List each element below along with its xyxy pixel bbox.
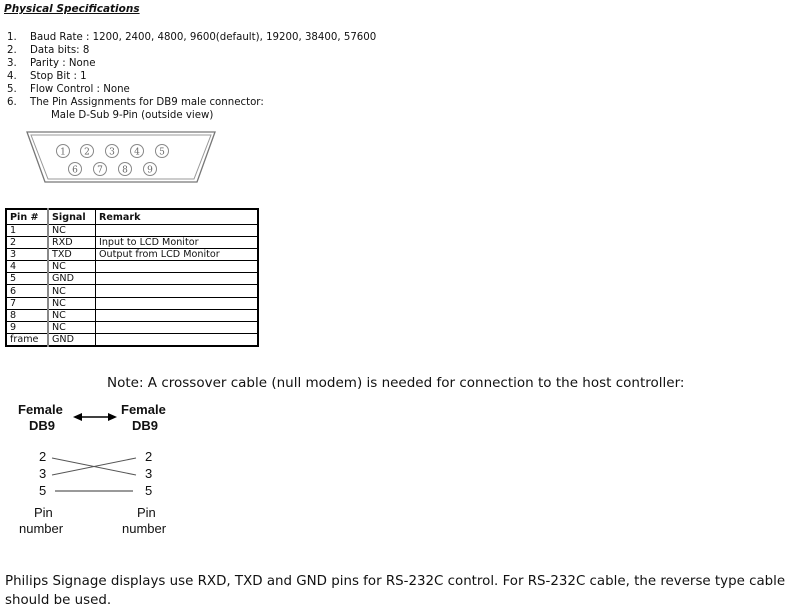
cell-pin: frame [6,333,48,346]
svg-text:1: 1 [60,147,66,158]
left-pin-3: 3 [39,466,47,481]
section-title: Physical Specifications [4,3,140,15]
svg-text:9: 9 [147,165,153,176]
table-header-row [6,209,258,225]
spec-number: 1. [7,32,17,43]
left-connector-title: Female [18,402,63,417]
right-connector-title: Female [121,402,166,417]
left-connector-subtitle: DB9 [29,418,56,433]
table-row [6,273,258,285]
spec-text: Baud Rate : 1200, 2400, 4800, 9600(default), 19200, 38400, 57600 [30,32,377,43]
spec-number: 2. [7,45,17,56]
cell-remark [96,285,259,297]
table-row [6,237,258,249]
cell-remark [96,321,259,333]
spec-item [7,31,376,44]
cell-remark [96,309,259,321]
table-row [6,297,258,309]
left-pin-5: 5 [39,483,47,498]
spec-number: 3. [7,58,17,69]
spec-text: The Pin Assignments for DB9 male connector: [30,97,264,108]
spec-item [7,83,376,96]
svg-text:5: 5 [159,147,165,158]
header-remark: Remark [96,209,259,225]
spec-text: Flow Control : None [30,84,130,95]
table-row [6,285,258,297]
table-row [6,321,258,333]
connector-label: Male D-Sub 9-Pin (outside view) [51,110,214,121]
cell-pin: 2 [6,237,48,249]
spec-text: Data bits: 8 [30,45,90,56]
spec-item [7,57,376,70]
cell-pin: 6 [6,285,48,297]
spec-item [7,96,376,109]
table-row [6,225,258,237]
svg-text:7: 7 [97,165,103,176]
cell-pin: 5 [6,273,48,285]
cell-pin: 1 [6,225,48,237]
cell-signal: GND [48,333,96,346]
double-arrow-icon [73,413,117,421]
spec-text: Parity : None [30,58,96,69]
table-row [6,261,258,273]
cell-remark: Input to LCD Monitor [96,237,259,249]
left-caption-line2: number [19,521,64,536]
left-caption-line1: Pin [34,505,53,520]
cell-remark: Output from LCD Monitor [96,249,259,261]
table-row [6,309,258,321]
cell-pin: 4 [6,261,48,273]
cell-signal: NC [48,297,96,309]
svg-text:8: 8 [122,165,128,176]
right-caption-line1: Pin [137,505,156,520]
svg-text:3: 3 [109,147,115,158]
right-caption-line2: number [122,521,167,536]
cell-remark [96,297,259,309]
pin-assignment-table [5,208,259,347]
spec-number: 5. [7,84,17,95]
cell-pin: 7 [6,297,48,309]
right-pin-5: 5 [145,483,153,498]
spec-number: 4. [7,71,17,82]
cell-signal: NC [48,261,96,273]
cell-pin: 3 [6,249,48,261]
cell-pin: 8 [6,309,48,321]
spec-item [7,70,376,83]
right-pin-3: 3 [145,466,153,481]
crossover-note: Note: A crossover cable (null modem) is needed for connection to the host controller: [107,375,685,391]
cell-remark [96,261,259,273]
cell-remark [96,273,259,285]
footer-paragraph: Philips Signage displays use RXD, TXD and GND pins for RS-232C control. For RS-232C cable, the reverse type cable should be used. [5,574,786,608]
cell-remark [96,225,259,237]
spec-text: Stop Bit : 1 [30,71,87,82]
svg-text:2: 2 [84,147,90,158]
crossover-wiring-diagram [0,370,200,510]
cell-signal: NC [48,321,96,333]
spec-item [7,44,376,57]
cell-signal: GND [48,273,96,285]
table-row [6,249,258,261]
cell-signal: NC [48,285,96,297]
cell-pin: 9 [6,321,48,333]
header-pin: Pin # [6,209,48,225]
cell-signal: TXD [48,249,96,261]
spec-number: 6. [7,97,17,108]
right-connector-subtitle: DB9 [132,418,159,433]
left-pin-2: 2 [39,449,47,464]
right-pin-2: 2 [145,449,153,464]
table-row [6,333,258,346]
cell-remark [96,333,259,346]
db9-connector-icon [25,130,217,184]
svg-text:6: 6 [72,165,78,176]
cell-signal: NC [48,225,96,237]
cell-signal: RXD [48,237,96,249]
cell-signal: NC [48,309,96,321]
spec-list [7,31,376,109]
svg-text:4: 4 [134,147,140,158]
header-signal: Signal [48,209,96,225]
